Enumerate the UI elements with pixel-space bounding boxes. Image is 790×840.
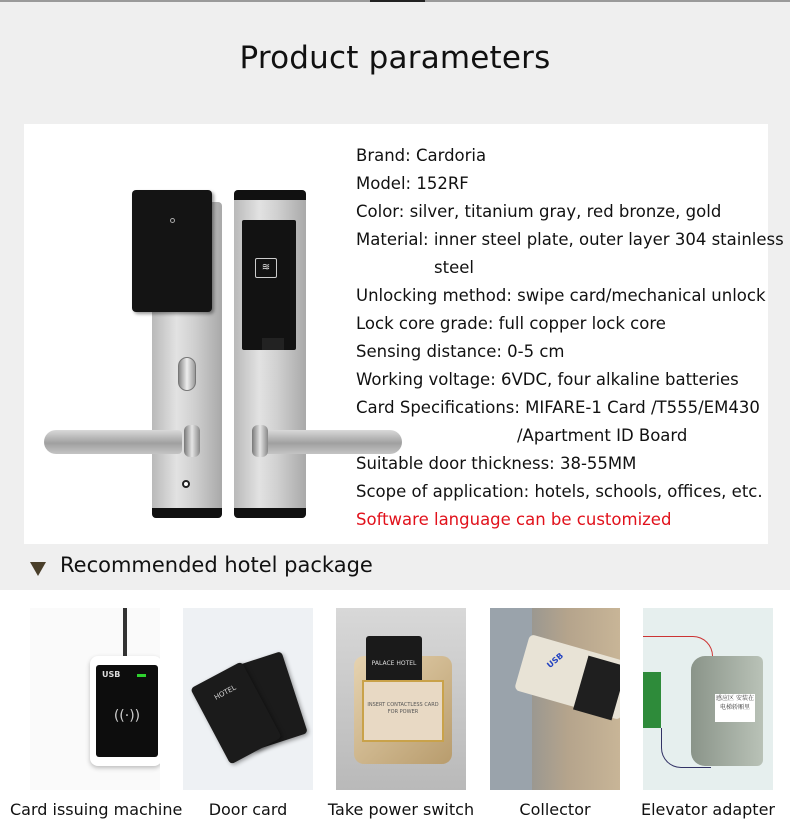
spec-list xyxy=(356,142,784,534)
spec-card-specifications-cont: /Apartment ID Board xyxy=(517,426,688,445)
spec-material: Material: inner steel plate, outer layer 304 stainless xyxy=(356,230,784,249)
spec-model: Model: 152RF xyxy=(356,174,469,193)
rfid-reader-panel xyxy=(242,220,296,350)
package-item-door-card xyxy=(183,608,313,819)
plate-cap xyxy=(234,190,306,200)
spec-color: Color: silver, titanium gray, red bronze, gold xyxy=(356,202,722,221)
door-lock-image xyxy=(44,180,384,520)
spec-working-voltage: Working voltage: 6VDC, four alkaline batteries xyxy=(356,370,739,389)
plate-cap xyxy=(234,508,306,518)
package-item-card-issuing-machine xyxy=(10,608,183,819)
card-issuing-machine-image xyxy=(30,608,160,790)
package-item-take-power-switch xyxy=(327,608,475,819)
package-label: Door card xyxy=(208,800,288,819)
keyhole-icon xyxy=(182,480,190,488)
package-label: Card issuing machine xyxy=(10,800,183,819)
package-item-collector xyxy=(490,608,620,819)
slot-instruction: INSERT CONTACTLESS CARD FOR POWER xyxy=(367,702,439,715)
spec-customization-note: Software language can be customized xyxy=(356,510,672,529)
lever-handle-left xyxy=(44,430,182,454)
elevator-adapter-image xyxy=(643,608,773,790)
product-parameters-card xyxy=(24,124,784,544)
sensor-window xyxy=(262,338,284,350)
handle-rose-right xyxy=(252,425,268,457)
spec-lock-core-grade: Lock core grade: full copper lock core xyxy=(356,314,666,333)
door-panel xyxy=(490,608,532,790)
collector-image xyxy=(490,608,620,790)
usb-logo: USB xyxy=(545,651,566,670)
rfid-card-icon: ≋ xyxy=(255,258,277,278)
usb-logo: USB xyxy=(102,670,121,679)
spec-brand: Brand: Cardoria xyxy=(356,146,487,165)
take-power-switch-image xyxy=(336,608,466,790)
circuit-board xyxy=(643,672,661,728)
spec-card-specifications: Card Specifications: MIFARE-1 Card /T555/EM430 xyxy=(356,398,760,417)
package-label: Take power switch xyxy=(327,800,475,819)
package-item-elevator-adapter xyxy=(640,608,775,819)
status-led xyxy=(137,674,146,677)
thumb-turn xyxy=(178,357,196,391)
hotel-logo: PALACE HOTEL xyxy=(371,660,417,667)
package-section-header xyxy=(0,548,790,586)
spec-material-cont: steel xyxy=(434,258,474,277)
nfc-wave-icon: ((·)) xyxy=(113,708,141,724)
hotel-logo: HOTEL xyxy=(213,683,238,702)
package-label: Collector xyxy=(519,800,591,819)
inner-battery-box xyxy=(132,190,212,312)
triangle-down-icon xyxy=(30,562,46,576)
card-slot xyxy=(362,680,444,742)
door-card-image xyxy=(183,608,313,790)
handle-rose-left xyxy=(184,425,200,457)
usb-cable xyxy=(123,608,127,658)
package-label: Elevator adapter xyxy=(640,800,775,819)
spec-unlocking-method: Unlocking method: swipe card/mechanical unlock xyxy=(356,286,766,305)
spec-door-thickness: Suitable door thickness: 38-55MM xyxy=(356,454,637,473)
page-title: Product parameters xyxy=(239,40,551,76)
reader-sticker: 感应区 安装在电梯轿厢里 xyxy=(715,694,755,722)
top-divider xyxy=(0,0,790,2)
spec-scope: Scope of application: hotels, schools, offices, etc. xyxy=(356,482,763,501)
top-divider-accent xyxy=(370,0,425,2)
plate-cap xyxy=(152,508,222,518)
indicator-dot xyxy=(170,218,175,223)
spec-sensing-distance: Sensing distance: 0-5 cm xyxy=(356,342,565,361)
package-gallery xyxy=(0,608,790,840)
section-title: Recommended hotel package xyxy=(60,553,373,577)
